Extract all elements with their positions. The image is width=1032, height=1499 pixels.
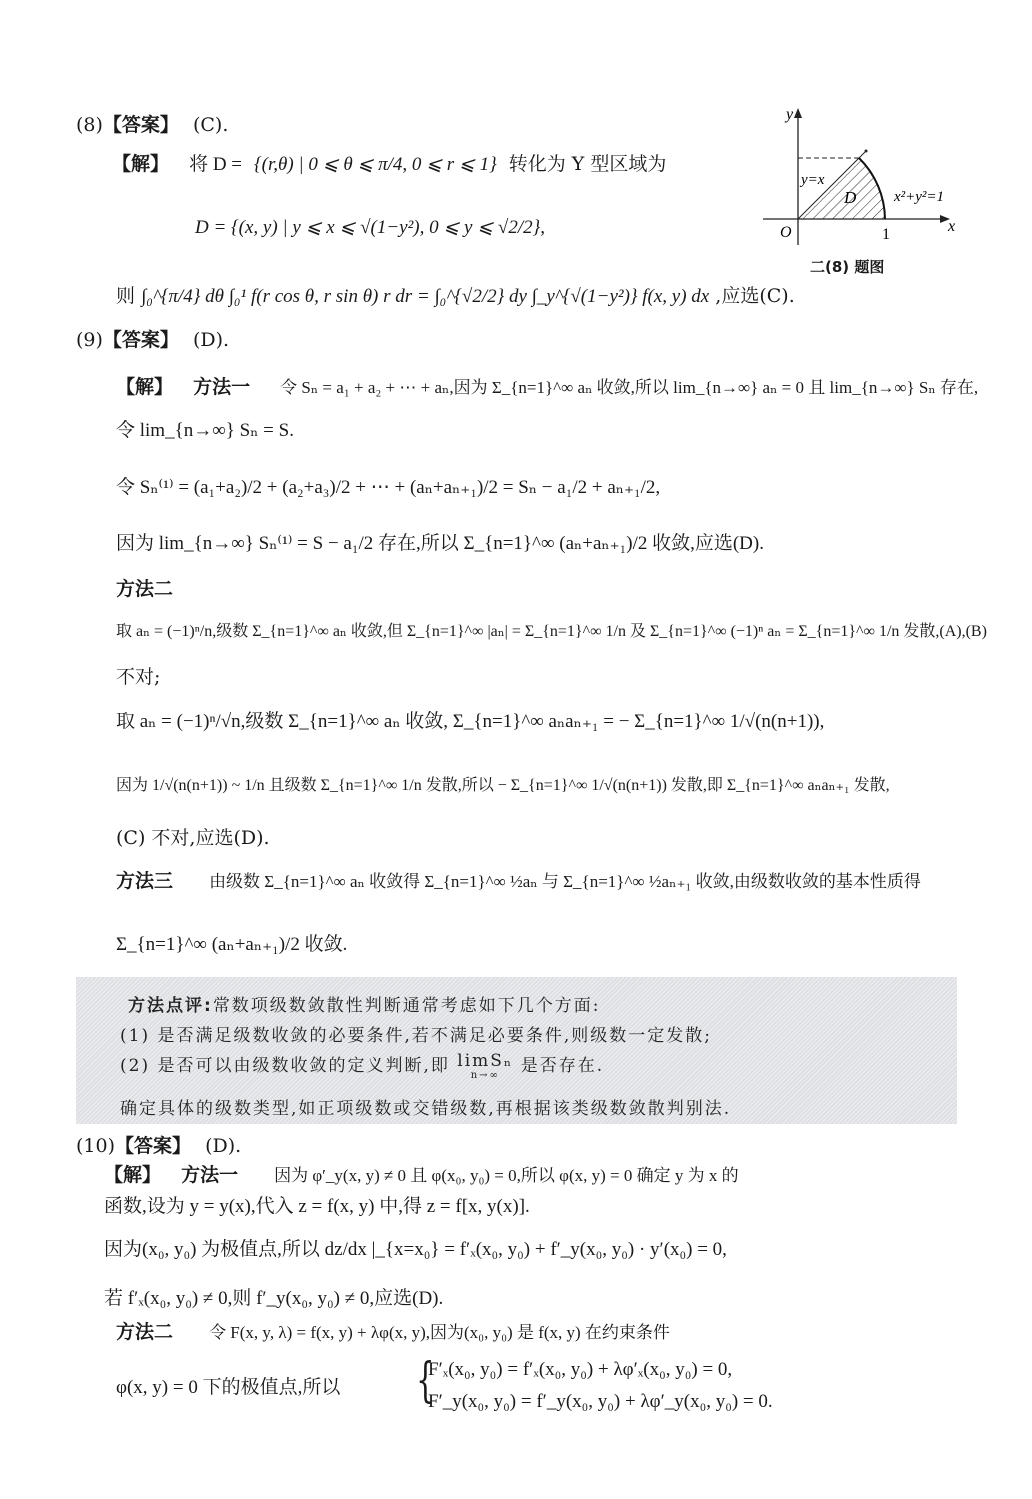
q8-line1-suffix: 转化为 Y 型区域为 <box>508 153 667 175</box>
q10-m2-line2-prefix: φ(x, y) = 0 下的极值点,所以 <box>116 1377 341 1398</box>
note-item2-lim-under: n→∞ <box>470 1070 500 1081</box>
q10-m1-line1 <box>104 1166 739 1185</box>
fig-y-label: y <box>786 106 794 123</box>
q10-answer: (D). <box>205 1135 242 1157</box>
q10-method1-label: 方法一 <box>181 1164 239 1186</box>
note-item3: 确定具体的级数类型,如正项级数或交错级数,再根据该类级数敛散判别法. <box>120 1099 732 1119</box>
region-diagram-icon <box>758 105 978 255</box>
q8-line3-suffix: ,应选(C). <box>715 285 795 307</box>
q10-answer-label: 【答案】 <box>115 1135 192 1157</box>
q10-m1-line4: 若 f′ₓ(x₀, y₀) ≠ 0,则 f′_y(x₀, y₀) ≠ 0,应选(D). <box>104 1288 444 1309</box>
q9-m2-line3: 取 aₙ = (−1)ⁿ/√n,级数 Σ_{n=1}^∞ aₙ 收敛, Σ_{n=1}^∞ aₙaₙ₊₁ = − Σ_{n=1}^∞ 1/√(n(n+1)), <box>116 711 825 732</box>
q10-m1-line1-text: 因为 φ′_y(x, y) ≠ 0 且 φ(x₀, y₀) = 0,所以 φ(x, y) = 0 确定 y 为 x 的 <box>274 1166 739 1185</box>
q9-method2-label: 方法二 <box>116 578 174 600</box>
fig-origin-label: O <box>780 224 792 241</box>
q10-m2-line1-text: 令 F(x, y, λ) = f(x, y) + λφ(x, y),因为(x₀, y₀) 是 f(x, y) 在约束条件 <box>209 1323 670 1342</box>
q9-m1-line1-text: 令 Sₙ = a₁ + a₂ + ⋯ + aₙ,因为 Σ_{n=1}^∞ aₙ 收敛,所以 lim_{n→∞} aₙ = 0 且 lim_{n→∞} Sₙ 存在, <box>280 378 979 397</box>
q9-answer-label: 【答案】 <box>102 329 179 351</box>
q8-line3 <box>116 287 795 306</box>
q9-m2-line2: 不对; <box>116 666 161 688</box>
q8-figure-caption: 二(8) 题图 <box>810 258 885 276</box>
q8-answer: (C). <box>192 114 229 136</box>
q8-line1 <box>112 155 666 174</box>
q9-m1-line4: 因为 lim_{n→∞} Sₙ⁽¹⁾ = S − a₁/2 存在,所以 Σ_{n=1}^∞ (aₙ+aₙ₊₁)/2 收敛,应选(D). <box>116 533 764 554</box>
note-item2-lim <box>457 1051 513 1081</box>
fig-line-label: y=x <box>801 172 825 188</box>
q9-method3-label: 方法三 <box>116 870 174 892</box>
note-title-rest: 常数项级数敛散性判断通常考虑如下几个方面: <box>212 996 601 1016</box>
q10-m2-line1 <box>116 1323 670 1342</box>
q10-method2-label: 方法二 <box>116 1321 174 1343</box>
q9-m2-line1: 取 aₙ = (−1)ⁿ/n,级数 Σ_{n=1}^∞ aₙ 收敛,但 Σ_{n=1}^∞ |aₙ| = Σ_{n=1}^∞ 1/n 及 Σ_{n=1}^∞ (−1)ⁿ aₙ = Σ_{n=1}^∞ 1/n 发散,(A),(B) <box>116 623 987 640</box>
q9-header <box>76 331 229 350</box>
note-title-line <box>128 991 601 1016</box>
note-title: 方法点评: <box>128 996 213 1016</box>
fig-region-label: D <box>844 188 857 207</box>
q8-line1-set: {(r,θ) | 0 ⩽ θ ⩽ π/4, 0 ⩽ r ⩽ 1} <box>254 154 497 175</box>
q8-line3-math: ∫₀^{π/4} dθ ∫₀¹ f(r cos θ, r sin θ) r dr = ∫₀^{√2/2} dy ∫_y^{√(1−y²)} f(x, y) dx <box>141 286 710 307</box>
q9-m3-line1-text: 由级数 Σ_{n=1}^∞ aₙ 收敛得 Σ_{n=1}^∞ ½aₙ 与 Σ_{n=1}^∞ ½aₙ₊₁ 收敛,由级数收敛的基本性质得 <box>209 872 921 891</box>
note-item2-prefix: (2) 是否可以由级数收敛的定义判断,即 <box>120 1056 450 1076</box>
q10-number: (10) <box>76 1135 116 1157</box>
fig-curve-label: x²+y²=1 <box>894 189 945 205</box>
q8-line3-prefix: 则 <box>116 285 136 307</box>
q8-answer-label: 【答案】 <box>102 114 179 136</box>
q9-m2-line4: 因为 1/√(n(n+1)) ~ 1/n 且级数 Σ_{n=1}^∞ 1/n 发散,所以 − Σ_{n=1}^∞ 1/√(n(n+1)) 发散,即 Σ_{n=1}^∞ aₙaₙ₊₁ 发散, <box>116 777 890 794</box>
q9-m2-line5: (C) 不对,应选(D). <box>116 827 270 849</box>
fig-x-tick: 1 <box>882 226 890 243</box>
q9-method1-label: 方法一 <box>193 376 251 398</box>
q9-m1-line3: 令 Sₙ⁽¹⁾ = (a₁+a₂)/2 + (a₂+a₃)/2 + ⋯ + (aₙ+aₙ₊₁)/2 = Sₙ − a₁/2 + aₙ₊₁/2, <box>116 477 661 498</box>
q10-m1-line2: 函数,设为 y = y(x),代入 z = f(x, y) 中,得 z = f[x, y(x)]. <box>104 1196 530 1217</box>
q10-m1-line3: 因为(x₀, y₀) 为极值点,所以 dz/dx |_{x=x₀} = f′ₓ(x₀, y₀) + f′_y(x₀, y₀) · y′(x₀) = 0, <box>104 1239 727 1260</box>
q8-header <box>76 116 228 135</box>
q9-m3-line1 <box>116 872 921 891</box>
q8-line2: D = {(x, y) | y ⩽ x ⩽ √(1−y²), 0 ⩽ y ⩽ √2/2}, <box>195 217 545 238</box>
q9-m1-line1 <box>116 378 978 397</box>
q8-number: (8) <box>76 114 103 136</box>
q10-system-eq2: F′_y(x₀, y₀) = f′_y(x₀, y₀) + λφ′_y(x₀, y₀) = 0. <box>428 1391 773 1412</box>
fig-x-label: x <box>948 218 956 235</box>
q9-answer: (D). <box>192 329 230 351</box>
note-item1: (1) 是否满足级数收敛的必要条件,若不满足必要条件,则级数一定发散; <box>120 1026 713 1046</box>
q9-number: (9) <box>76 329 103 351</box>
q10-system-eq1: F′ₓ(x₀, y₀) = f′ₓ(x₀, y₀) + λφ′ₓ(x₀, y₀) = 0, <box>428 1359 733 1380</box>
note-item2 <box>120 1051 604 1081</box>
q9-solution-label: 【解】 <box>116 376 174 398</box>
note-item2-lim-text: limSₙ <box>457 1051 514 1071</box>
q10-solution-label: 【解】 <box>104 1164 162 1186</box>
q8-figure <box>758 105 978 280</box>
q8-solution-label: 【解】 <box>112 153 170 175</box>
method-commentary-box <box>76 977 957 1124</box>
q9-m3-line2: Σ_{n=1}^∞ (aₙ+aₙ₊₁)/2 收敛. <box>116 934 348 955</box>
q10-system-brace: { <box>416 1352 435 1408</box>
note-item2-suffix: 是否存在. <box>520 1056 605 1076</box>
q10-header <box>76 1137 241 1156</box>
q9-m1-line2: 令 lim_{n→∞} Sₙ = S. <box>116 420 294 441</box>
q8-line1-prefix: 将 D = <box>189 154 242 175</box>
